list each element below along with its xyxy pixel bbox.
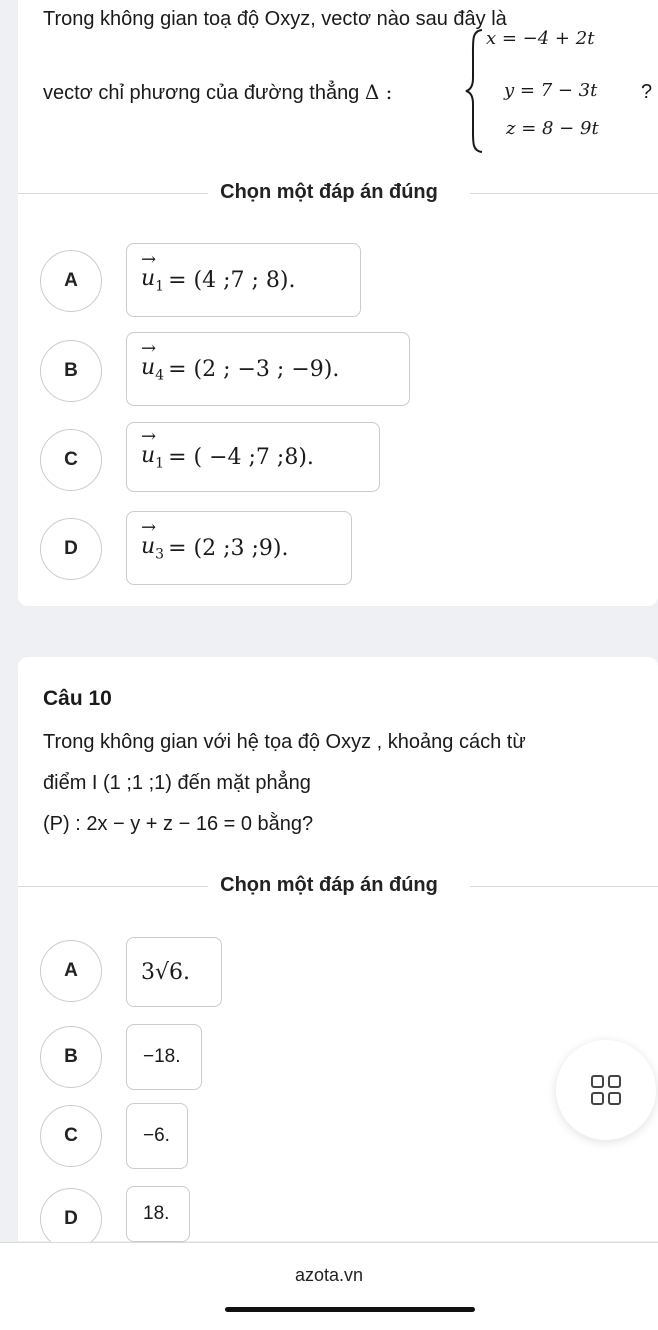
home-indicator[interactable] bbox=[225, 1307, 475, 1312]
question-mark: ? bbox=[641, 81, 653, 103]
question-10-line2: điểm I (1 ;1 ;1) đến mặt phẳng bbox=[43, 772, 311, 794]
option-a-answer[interactable] bbox=[126, 937, 222, 1007]
option-d-value: = (2 ;3 ;9). bbox=[168, 535, 289, 561]
vector-symbol: → $u_1$ bbox=[141, 425, 165, 472]
footer-bar bbox=[0, 1242, 658, 1330]
option-a-answer[interactable] bbox=[126, 243, 361, 317]
option-c-answer[interactable] bbox=[126, 1103, 188, 1169]
option-b-answer[interactable] bbox=[126, 1024, 202, 1090]
choose-answer-label: Chọn một đáp án đúng bbox=[220, 181, 438, 203]
equation-y: y = 7 − 3t bbox=[504, 80, 598, 101]
option-d-radio[interactable]: D bbox=[40, 1188, 102, 1250]
vector-symbol: → $u_4$ bbox=[141, 337, 165, 384]
option-c-radio[interactable]: C bbox=[40, 1105, 102, 1167]
question-10-line1: Trong không gian với hệ tọa độ Oxyz , khoảng cách từ bbox=[43, 731, 526, 753]
line-symbol: Δ : bbox=[364, 80, 393, 104]
option-c-radio[interactable]: C bbox=[40, 429, 102, 491]
option-d-radio[interactable]: D bbox=[40, 518, 102, 580]
footer-site-label: azota.vn bbox=[294, 1265, 364, 1285]
vector-symbol: → $u_1$ bbox=[141, 248, 165, 295]
option-b-answer[interactable] bbox=[126, 332, 410, 406]
question-9-line2 bbox=[43, 79, 392, 106]
left-brace-icon bbox=[464, 28, 486, 154]
question-grid-button[interactable] bbox=[556, 1040, 656, 1140]
option-a-value: 3√6. bbox=[141, 959, 191, 985]
question-9-line2-text: vectơ chỉ phương của đường thẳng bbox=[43, 82, 360, 104]
question-10-line3: (P) : 2x − y + z − 16 = 0 bằng? bbox=[43, 813, 314, 835]
choose-answer-label: Chọn một đáp án đúng bbox=[220, 874, 438, 896]
vector-symbol: → $u_3$ bbox=[141, 516, 165, 563]
question-9-line1: Trong không gian toạ độ Oxyz, vectơ nào sau đây là bbox=[43, 8, 507, 30]
option-b-radio[interactable]: B bbox=[40, 340, 102, 402]
option-a-radio[interactable]: A bbox=[40, 250, 102, 312]
option-b-value: = (2 ; −3 ; −9). bbox=[168, 356, 340, 382]
equation-x: x = −4 + 2t bbox=[486, 28, 595, 49]
line-equation-system bbox=[464, 28, 634, 156]
option-a-radio[interactable]: A bbox=[40, 940, 102, 1002]
grid-icon bbox=[590, 1074, 622, 1106]
option-c-value: = ( −4 ;7 ;8). bbox=[168, 444, 314, 470]
option-d-value: 18. bbox=[143, 1203, 170, 1224]
option-b-value: −18. bbox=[143, 1046, 181, 1067]
equation-z: z = 8 − 9t bbox=[506, 118, 599, 139]
option-d-answer[interactable] bbox=[126, 1186, 190, 1242]
option-a-value: = (4 ;7 ; 8). bbox=[168, 267, 296, 293]
option-c-answer[interactable] bbox=[126, 422, 380, 492]
option-d-answer[interactable] bbox=[126, 511, 352, 585]
question-10-title: Câu 10 bbox=[43, 687, 112, 710]
option-b-radio[interactable]: B bbox=[40, 1026, 102, 1088]
option-c-value: −6. bbox=[143, 1125, 170, 1146]
